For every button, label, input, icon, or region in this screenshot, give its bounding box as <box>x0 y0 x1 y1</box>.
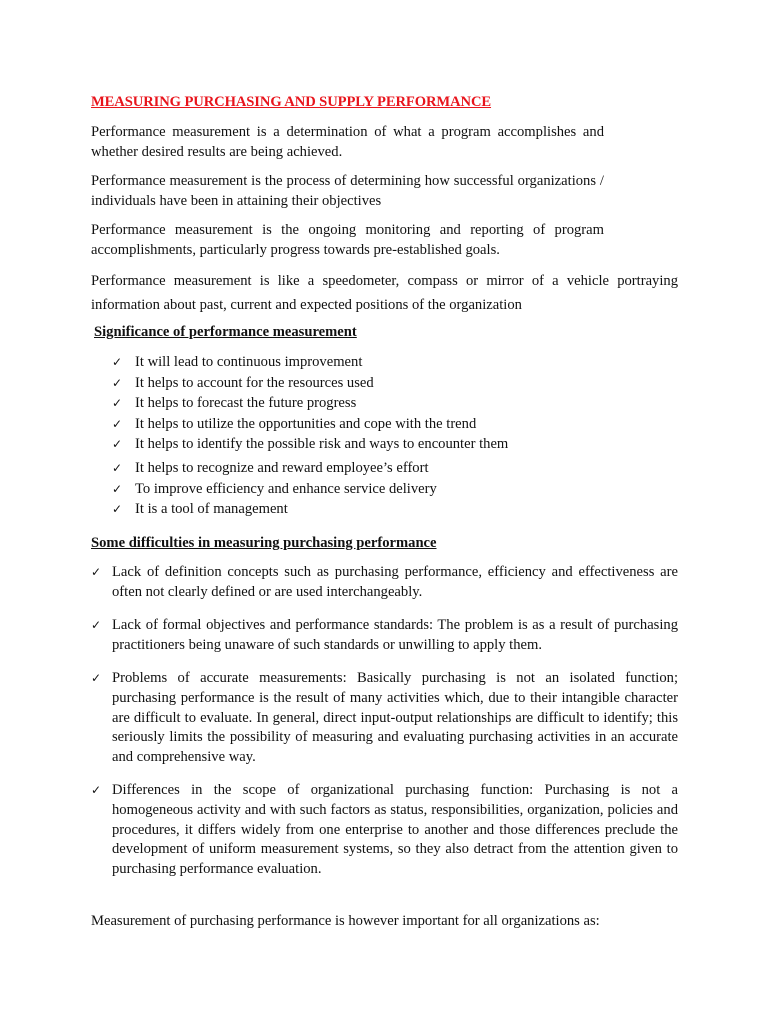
list-item <box>112 434 508 455</box>
checkmark-icon: ✓ <box>112 502 123 517</box>
checkmark-icon: ✓ <box>112 481 123 496</box>
list-item-text: It helps to forecast the future progress <box>135 395 357 412</box>
list-item <box>91 616 678 655</box>
list-item <box>112 373 508 394</box>
checkmark-icon: ✓ <box>112 355 123 369</box>
list-item <box>91 563 678 602</box>
checkmark-icon: ✓ <box>112 375 123 390</box>
list-item <box>91 669 678 767</box>
list-item-text: It helps to recognize and reward employee’s effort <box>135 459 429 476</box>
intro-paragraph: Performance measurement is like a speedometer, compass or mirror of a vehicle portraying information about past, current and expected positions of the organization <box>91 273 678 313</box>
difficulties-heading: Some difficulties in measuring purchasing performance <box>91 535 437 551</box>
difficulties-list <box>91 563 678 879</box>
checkmark-icon: ✓ <box>112 396 123 411</box>
list-item-text: Lack of definition concepts such as purchasing performance, efficiency and effectiveness are often not clearly defined or are used interchangeably. <box>112 564 678 600</box>
significance-heading: Significance of performance measurement <box>94 324 357 340</box>
list-item <box>112 458 508 479</box>
list-item <box>112 393 508 414</box>
list-item-text: It will lead to continuous improvement <box>135 354 363 370</box>
checkmark-icon: ✓ <box>91 783 102 798</box>
checkmark-icon: ✓ <box>91 565 102 579</box>
significance-list <box>112 352 508 520</box>
intro-paragraph: Performance measurement is the process of determining how successful organizations / individuals have been in attaining their objectives <box>91 173 604 209</box>
list-item <box>112 479 508 500</box>
checkmark-icon: ✓ <box>112 460 123 475</box>
list-item-text: It helps to utilize the opportunities and cope with the trend <box>135 415 477 432</box>
document-title: MEASURING PURCHASING AND SUPPLY PERFORMANCE <box>91 94 492 110</box>
list-item-text: It is a tool of management <box>135 501 288 518</box>
closing-paragraph: Measurement of purchasing performance is however important for all organizations as: <box>91 913 600 929</box>
list-item <box>112 352 508 373</box>
checkmark-icon: ✓ <box>91 671 102 686</box>
list-item-text: It helps to identify the possible risk and ways to encounter them <box>135 436 509 453</box>
list-item-text: To improve efficiency and enhance service delivery <box>135 480 437 497</box>
list-item-text: Differences in the scope of organizational purchasing function: Purchasing is not a homogeneous activity and with such factors as status, responsibilities, organization, policies and procedures, it differs widely from one enterprise to another and those differences preclude the development of uniform measurement systems, so they also detract from the attention given to purchasing performance evaluation. <box>112 782 678 877</box>
list-item-text: Lack of formal objectives and performance standards: The problem is as a result of purchasing practitioners being unaware of such standards or unwilling to apply them. <box>112 617 678 653</box>
intro-paragraph: Performance measurement is the ongoing monitoring and reporting of program accomplishments, particularly progress towards pre-established goals. <box>91 222 604 258</box>
intro-paragraph: Performance measurement is a determination of what a program accomplishes and whether desired results are being achieved. <box>91 124 604 160</box>
list-item <box>91 781 678 879</box>
checkmark-icon: ✓ <box>112 437 123 452</box>
list-item <box>112 414 508 435</box>
list-item <box>112 499 508 520</box>
checkmark-icon: ✓ <box>91 618 102 633</box>
list-item-text: It helps to account for the resources used <box>135 374 374 391</box>
checkmark-icon: ✓ <box>112 416 123 431</box>
list-item-text: Problems of accurate measurements: Basically purchasing is not an isolated function; purchasing performance is the result of many activities which, due to their intangible character are difficult to evaluate. In general, direct input-output relationships are difficult to identify; this seriously limits the possibility of measuring and evaluating purchasing activities in an accurate and comprehensive way. <box>112 670 678 765</box>
